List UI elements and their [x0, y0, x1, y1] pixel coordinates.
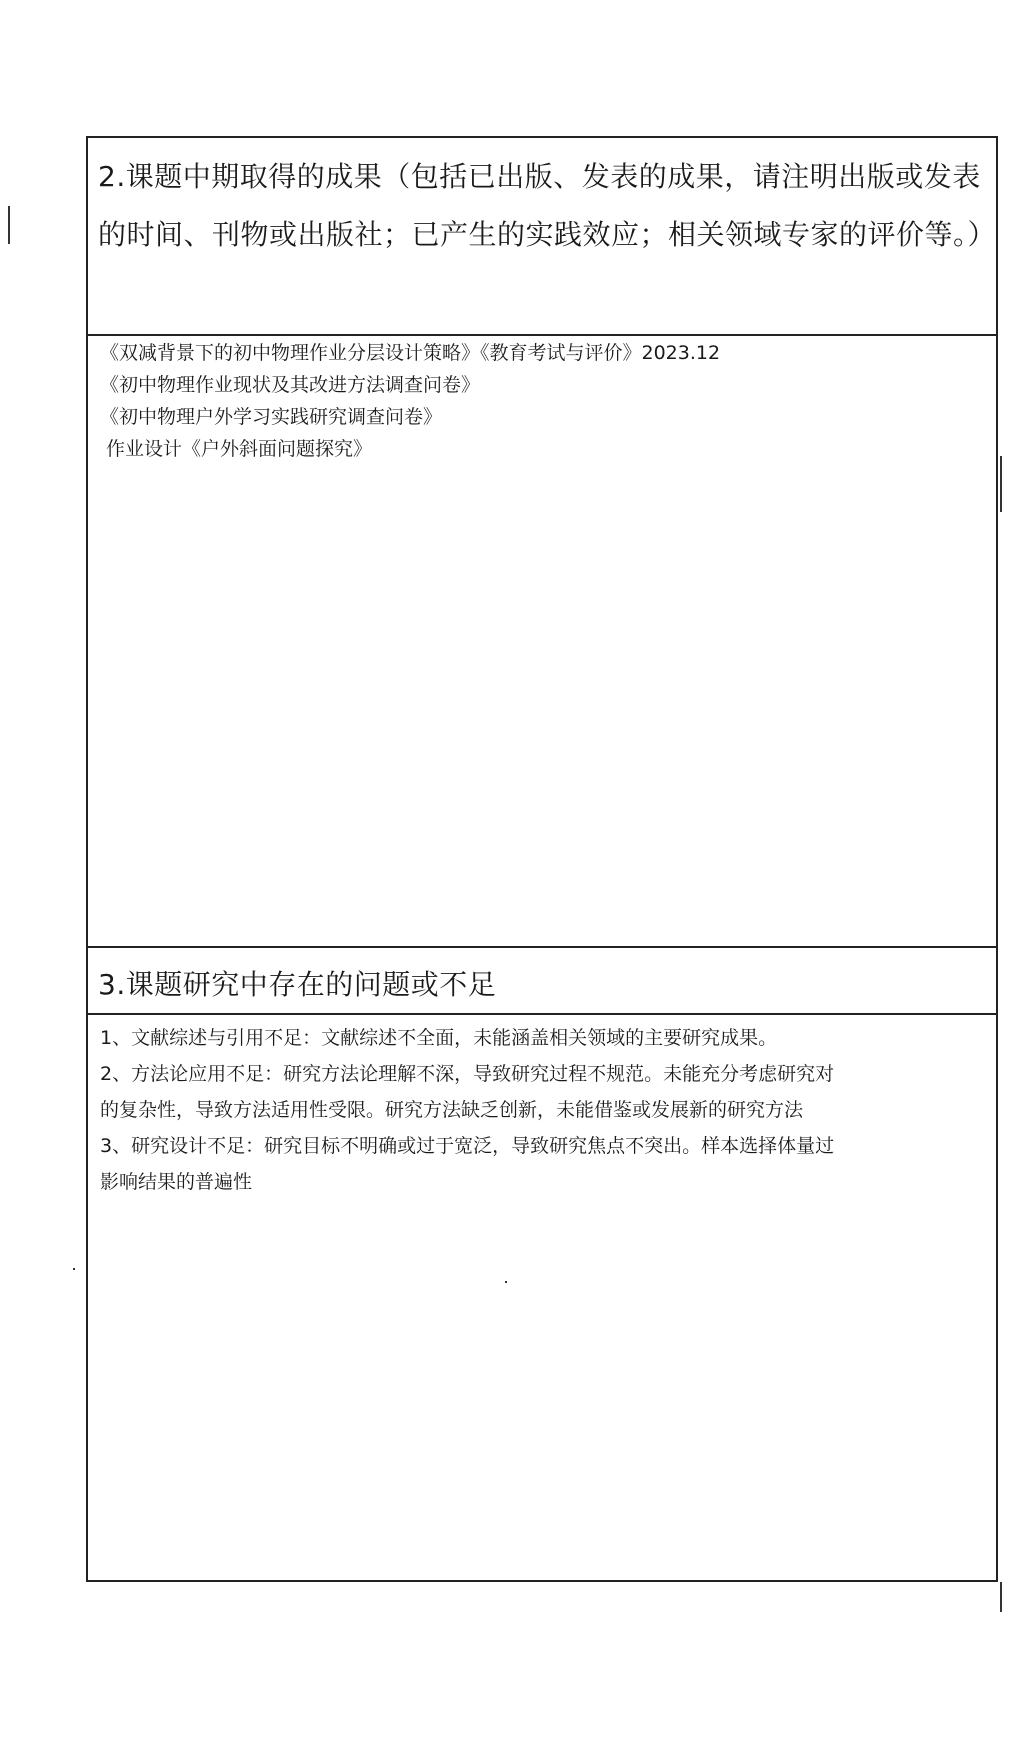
scan-artifact-right-upper — [1000, 456, 1002, 512]
section-3-heading: 3.课题研究中存在的问题或不足 — [98, 968, 497, 1001]
issue-item: 2、方法论应用不足：研究方法论理解不深，导致研究过程不规范。未能充分考虑研究对 — [100, 1063, 835, 1085]
achievement-item: 作业设计《户外斜面问题探究》 — [106, 438, 373, 460]
issue-item: 1、文献综述与引用不足：文献综述不全面，未能涵盖相关领域的主要研究成果。 — [100, 1027, 778, 1049]
achievement-item: 《初中物理作业现状及其改进方法调查问卷》 — [100, 374, 481, 396]
scan-dot — [505, 1281, 507, 1283]
issue-item: 影响结果的普遍性 — [100, 1171, 253, 1193]
section-3-issues-list — [100, 1020, 990, 1200]
scan-dot — [73, 1268, 75, 1270]
achievement-item: 《双减背景下的初中物理作业分层设计策略》《教育考试与评价》2023.12 — [100, 342, 721, 364]
scan-artifact-right-lower — [1000, 1582, 1002, 1612]
section-2-achievements-list — [100, 337, 990, 465]
section-2-divider — [88, 334, 996, 336]
issue-item: 3、研究设计不足：研究目标不明确或过于宽泛，导致研究焦点不突出。样本选择体量过 — [100, 1135, 835, 1157]
section-boundary — [88, 946, 996, 948]
report-form-table — [86, 136, 998, 1582]
scan-artifact-left — [8, 206, 10, 244]
achievement-item: 《初中物理户外学习实践研究调查问卷》 — [100, 406, 443, 428]
issue-item: 的复杂性，导致方法适用性受限。研究方法缺乏创新，未能借鉴或发展新的研究方法 — [100, 1099, 804, 1121]
section-3-divider — [88, 1013, 996, 1015]
section-2-heading: 2.课题中期取得的成果（包括已出版、发表的成果，请注明出版或发表的时间、刊物或出版社；已产生的实践效应；相关领域专家的评价等。） — [98, 160, 997, 251]
